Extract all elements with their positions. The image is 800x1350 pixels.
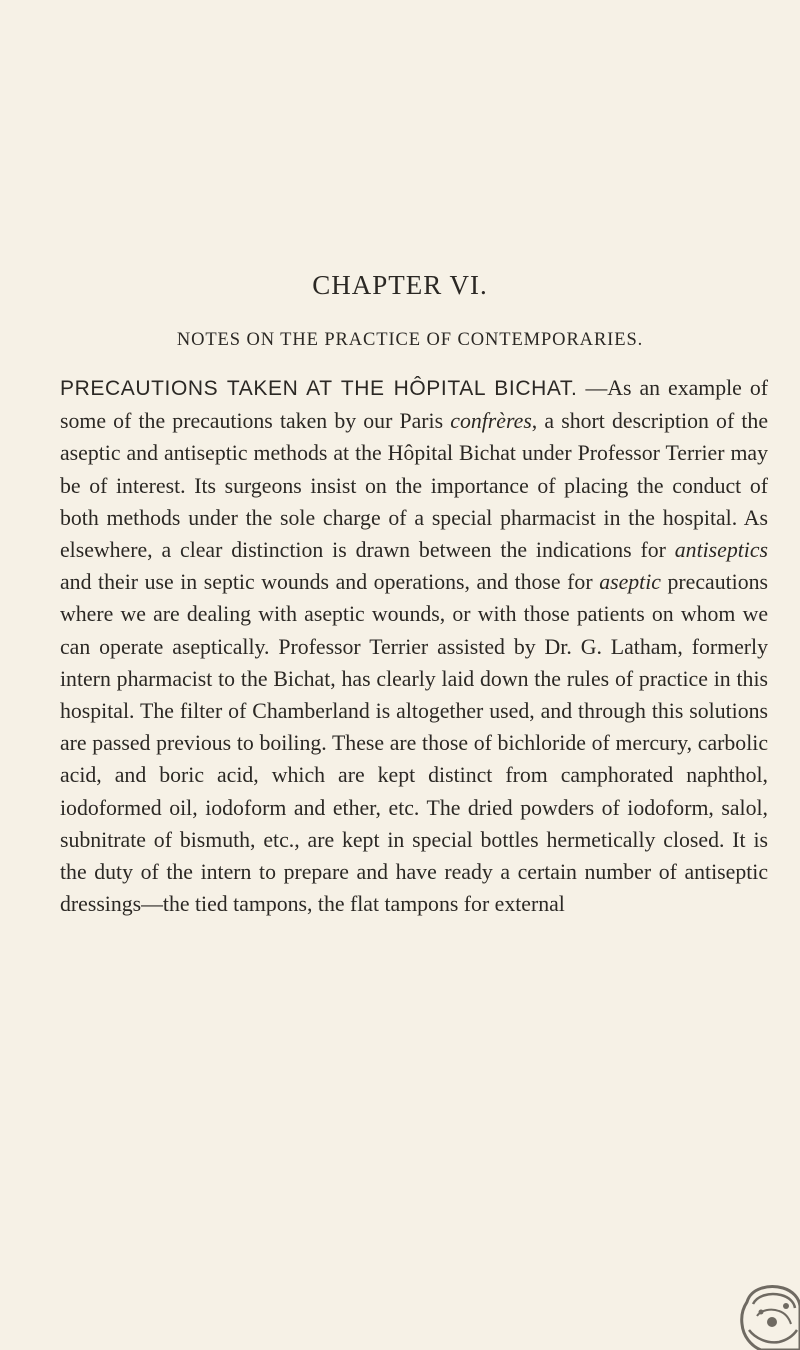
chapter-title: CHAPTER VI. (312, 270, 488, 300)
paragraph-text-2: , a short description of the aseptic and antiseptic methods at the Hôpital Bichat under Professor Terrier may be of interest. Its surgeons insist on the importance of placing the conduct of both methods under the sole charge of a special pharmacist in the hospital. As elsewhere, a clear distinction is drawn between the indications for (60, 409, 768, 563)
chapter-subtitle: NOTES ON THE PRACTICE OF CONTEMPORARIES. (176, 330, 644, 350)
body-paragraph (60, 372, 768, 920)
paragraph-text-1: —As an example of some of the precautions taken by our Paris (60, 376, 768, 434)
italic-antiseptics: antiseptics (674, 538, 768, 563)
paragraph-text-3: and their use in septic wounds and operations, and those for (60, 570, 600, 595)
italic-confreres: confrères (450, 409, 532, 434)
italic-aseptic: aseptic (599, 570, 661, 595)
paragraph-text-4: precautions where we are dealing with aseptic wounds, or with those patients on whom we can operate aseptically. Professor Terrier assisted by Dr. G. Latham, formerly intern pharmacist to the Bichat, has clearly laid down the rules of practice in this hospital. The filter of Chamberland is altogether used, and through this solutions are passed previous to boiling. These are those of bichloride of mercury, carbolic acid, and boric acid, which are kept distinct from camphorated naphthol, iodoformed oil, iodoform and ether, etc. The dried powders of iodoform, salol, subnitrate of bismuth, etc., are kept in special bottles hermetically closed. It is the duty of the intern to prepare and have ready a certain number of antiseptic dressings—the tied tampons, the flat tampons for external (60, 570, 768, 917)
library-stamp-icon (739, 1282, 800, 1350)
section-heading: PRECAUTIONS TAKEN AT THE HÔPITAL BICHAT. (60, 377, 578, 400)
